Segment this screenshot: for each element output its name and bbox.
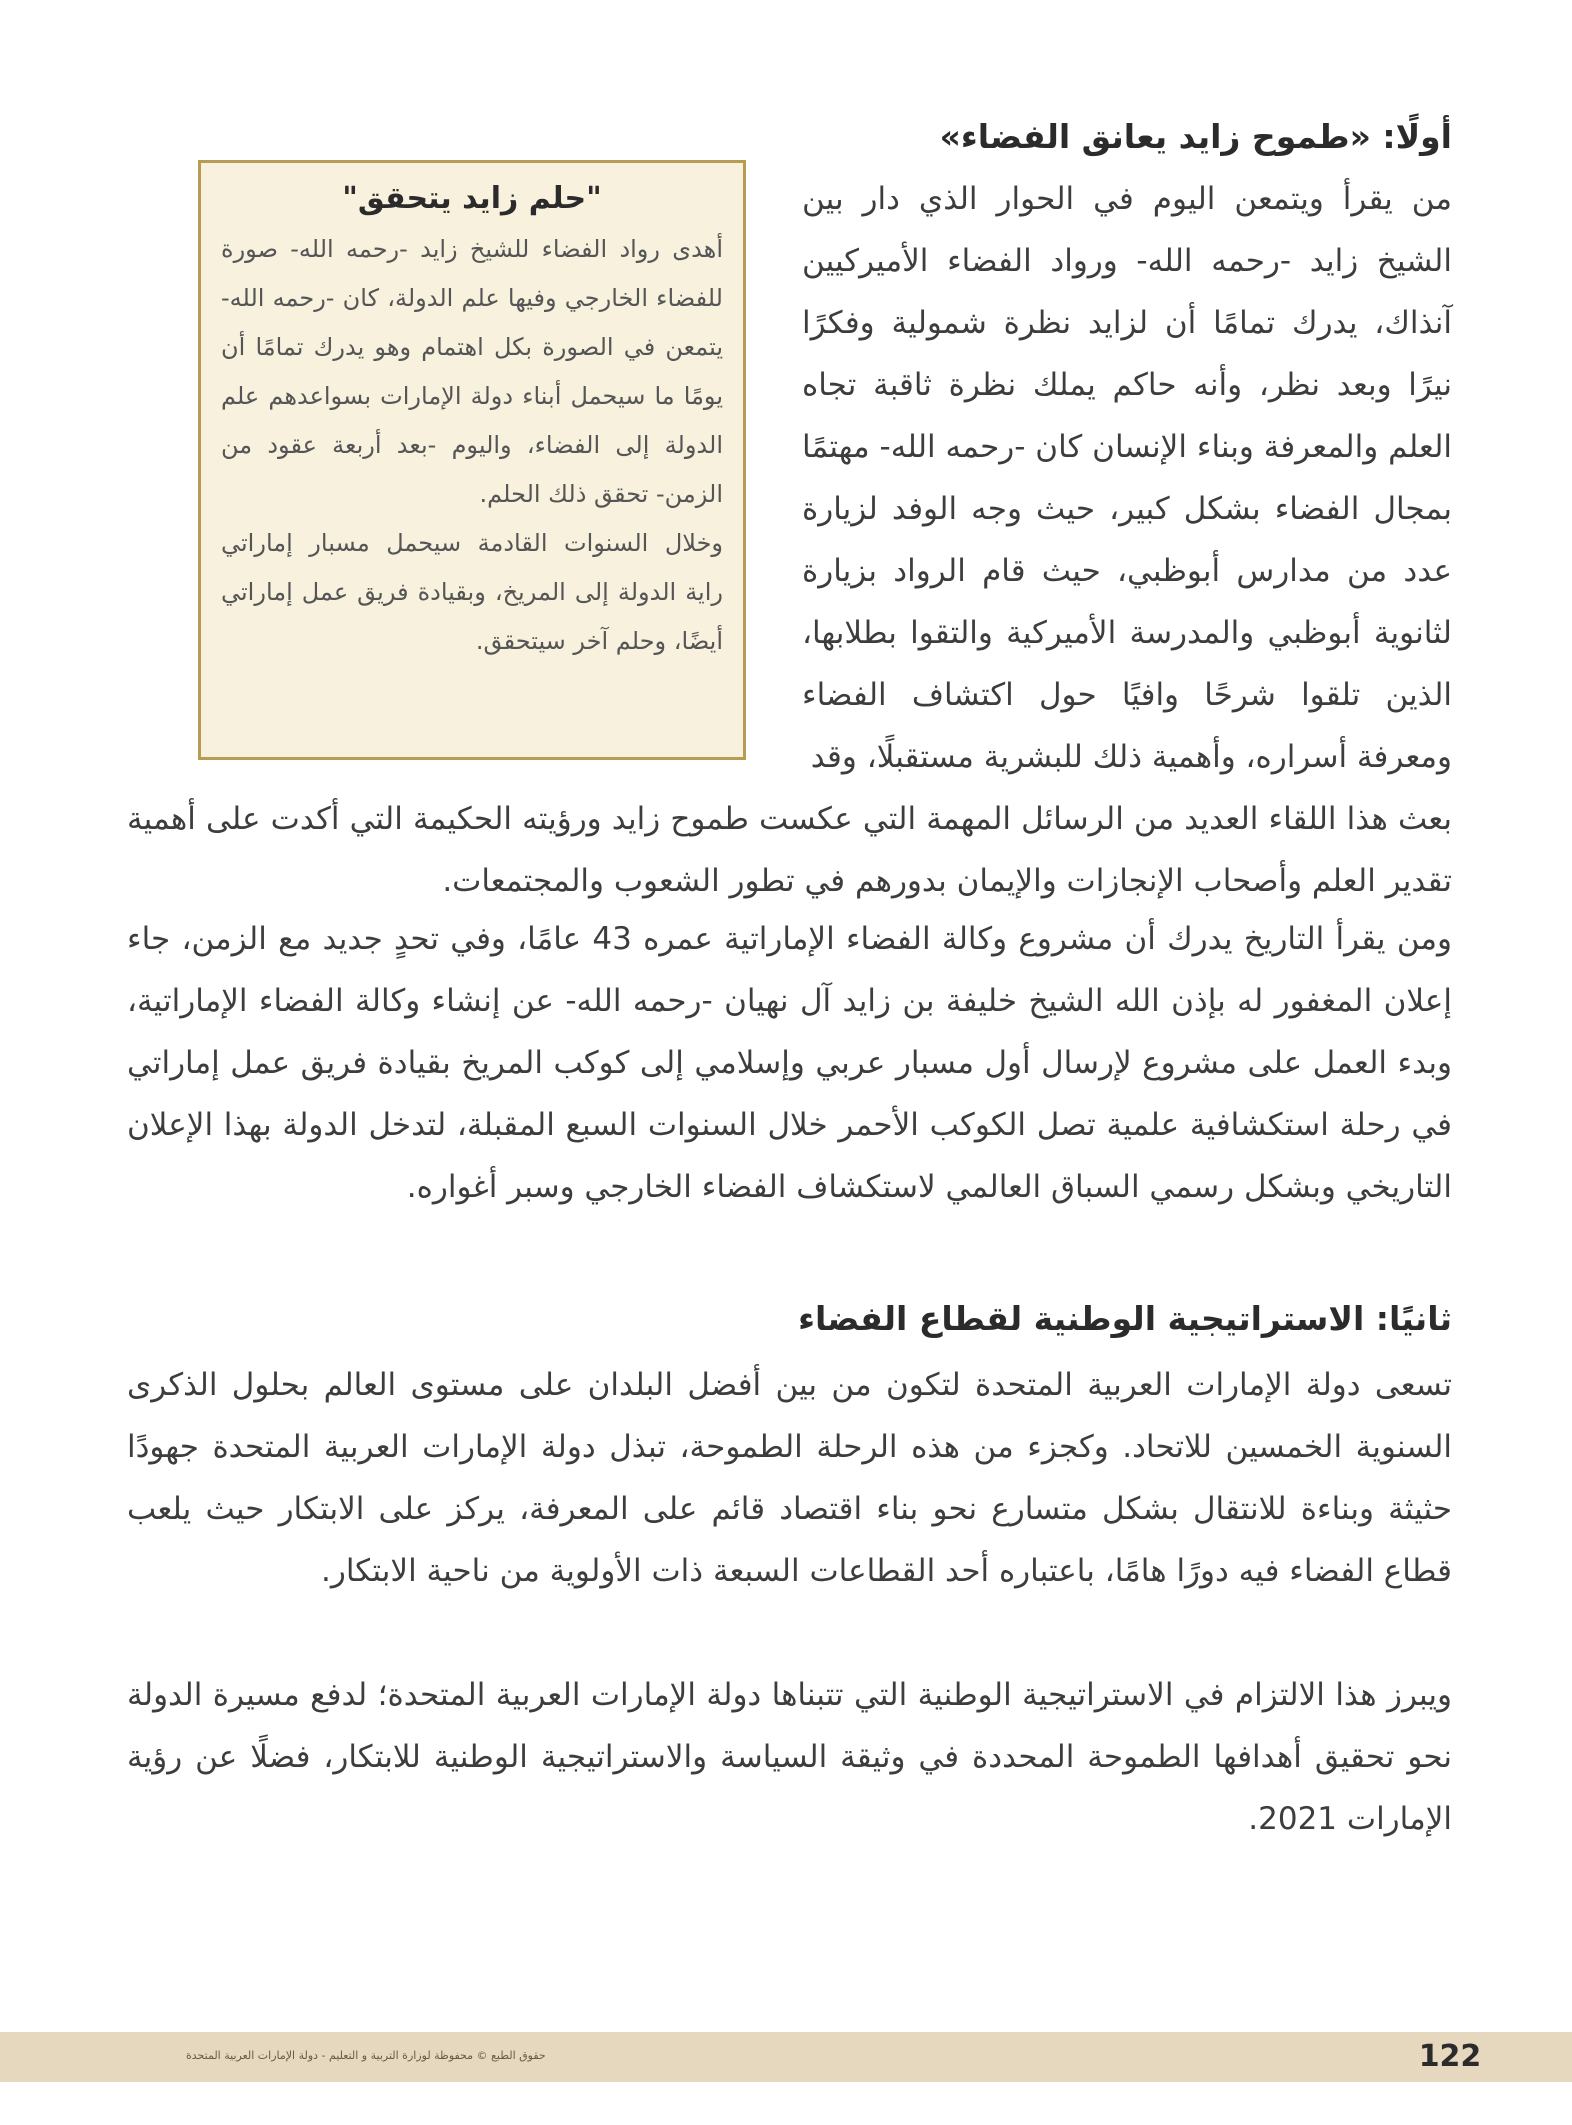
section1-paragraph-wrapped: من يقرأ ويتمعن اليوم في الحوار الذي دار بين الشيخ زايد -رحمه الله- ورواد الفضاء الأميركيين آنذاك، يدرك تمامًا أن لزايد نظرة شمولية وفكرًا نيرًا وبعد نظر، وأنه حاكم يملك نظرة ثاقبة تجاه العلم والمعرفة وبناء الإنسان كان -رحمه الله- مهتمًا بمجال الفضاء بشكل كبير، حيث وجه الوفد لزيارة عدد من مدارس أبوظبي، حيث قام الرواد بزيارة لثانوية أبوظبي والمدرسة الأميركية والتقوا بطلابها، الذين تلقوا شرحًا وافيًا حول اكتشاف الفضاء ومعرفة أسراره، وأهمية ذلك للبشرية مستقبلًا، وقد	[802, 181, 1452, 775]
footer-copyright: حقوق الطبع © محفوظة لوزارة التربية و التعليم - دولة الإمارات العربية المتحدة	[186, 2049, 546, 2062]
section1-paragraph-2: ومن يقرأ التاريخ يدرك أن مشروع وكالة الفضاء الإماراتية عمره 43 عامًا، وفي تحدٍ جديد مع الزمن، جاء إعلان المغفور له بإذن الله الشيخ خليفة بن زايد آل نهيان -رحمه الله- عن إنشاء وكالة الفضاء الإماراتية، وبدء العمل على مشروع لإرسال أول مسبار عربي وإسلامي إلى كوكب المريخ بقيادة فريق عمل إماراتي في رحلة استكشافية علمية تصل الكوكب الأحمر خلال السنوات السبع المقبلة، لتدخل الدولة بهذا الإعلان التاريخي وبشكل رسمي السباق العالمي لاستكشاف الفضاء الخارجي وسبر أغواره.	[127, 921, 1453, 1205]
sidebar-box-title: "حلم زايد يتحقق"	[342, 181, 602, 216]
section2-paragraph-1: تسعى دولة الإمارات العربية المتحدة لتكون من بين أفضل البلدان على مستوى العالم بحلول الذكرى السنوية الخمسين للاتحاد. وكجزء من هذه الرحلة الطموحة، تبذل دولة الإمارات العربية المتحدة جهودًا حثيثة وبناءة للانتقال بشكل متسارع نحو بناء اقتصاد قائم على المعرفة، يركز على الابتكار حيث يلعب قطاع الفضاء فيه دورًا هامًا، باعتباره أحد القطاعات السبعة ذات الأولوية من ناحية الابتكار.	[127, 1367, 1452, 1589]
section2-paragraph-2: ويبرز هذا الالتزام في الاستراتيجية الوطنية التي تتبناها دولة الإمارات العربية المتحدة؛ لدفع مسيرة الدولة نحو تحقيق أهدافها الطموحة المحددة في وثيقة السياسة والاستراتيجية الوطنية للابتكار، فضلًا عن رؤية الإمارات 2021.	[127, 1677, 1452, 1837]
sidebar-box-paragraph-1: أهدى رواد الفضاء للشيخ زايد -رحمه الله- صورة للفضاء الخارجي وفيها علم الدولة، كان -رحمه الله- يتمعن في الصورة بكل اهتمام وهو يدرك تمامًا أن يومًا ما سيحمل أبناء دولة الإمارات بسواعدهم علم الدولة إلى الفضاء، واليوم -بعد أربعة عقود من الزمن- تحقق ذلك الحلم.	[221, 235, 723, 508]
section2-heading: ثانيًا: الاستراتيجية الوطنية لقطاع الفضاء	[798, 1299, 1452, 1338]
sidebar-box-paragraph-2: وخلال السنوات القادمة سيحمل مسبار إماراتي راية الدولة إلى المريخ، وبقيادة فريق عمل إماراتي أيضًا، وحلم آخر سيتحقق.	[221, 529, 723, 655]
sidebar-box	[198, 160, 746, 760]
section1-paragraph-full: بعث هذا اللقاء العديد من الرسائل المهمة التي عكست طموح زايد ورؤيته الحكيمة التي أكدت على أهمية تقدير العلم وأصحاب الإنجازات والإيمان بدورهم في تطور الشعوب والمجتمعات.	[127, 801, 1452, 899]
section1-heading: أولًا: «طموح زايد يعانق الفضاء»	[939, 117, 1452, 156]
page-number: 122	[1418, 2039, 1482, 2074]
